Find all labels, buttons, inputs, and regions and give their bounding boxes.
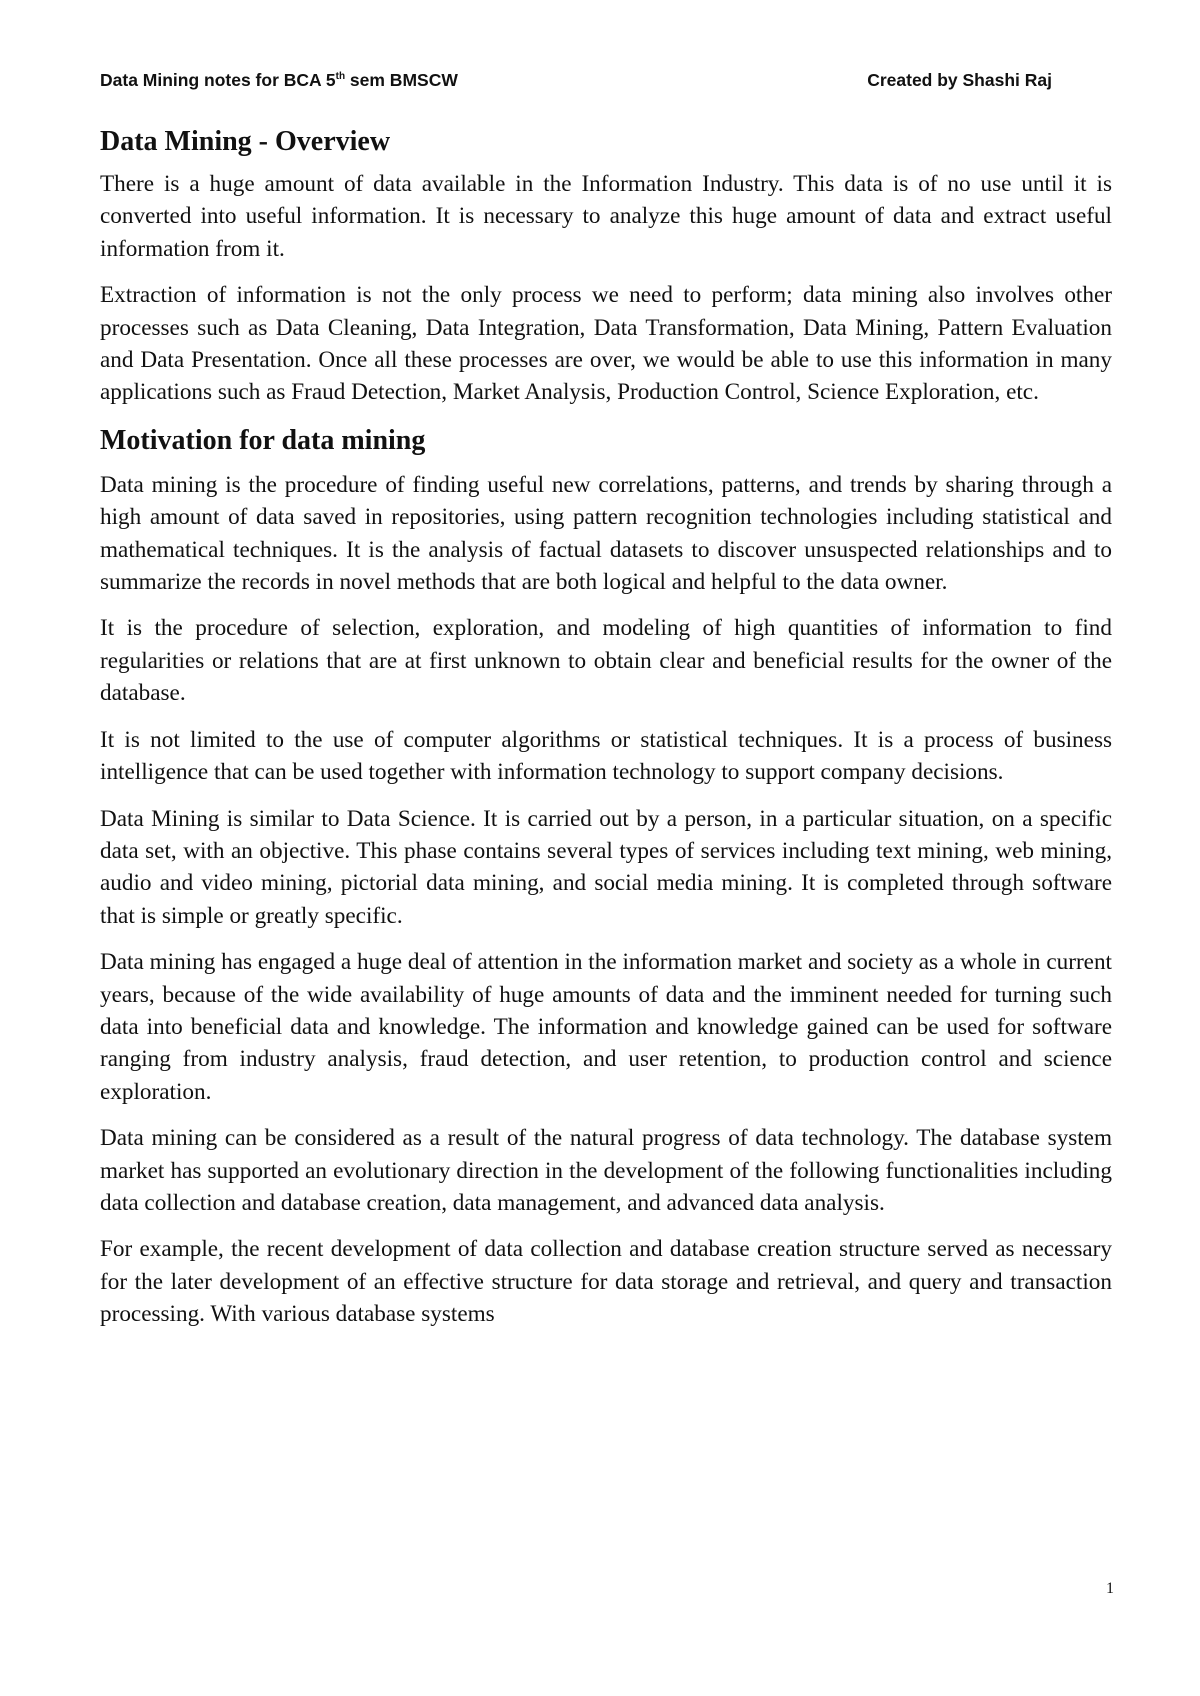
section-heading-overview: Data Mining - Overview [100, 126, 391, 157]
page-number: 1 [1106, 1580, 1114, 1597]
header-course-title [100, 70, 458, 91]
paragraph: Data Mining is similar to Data Science. It is carried out by a person, in a particular situation, on a specific data set, with an objective. This phase contains several types of services including text mining, web mining, audio and video mining, pictorial data mining, and social media mining. It is completed through software that is simple or greatly specific. [100, 805, 1112, 929]
paragraph: For example, the recent development of data collection and database creation structure served as necessary for the later development of an effective structure for data storage and retrieval, and query and transaction processing. With various database systems [100, 1236, 1112, 1328]
paragraph: It is not limited to the use of computer algorithms or statistical techniques. It is a process of business intelligence that can be used together with information technology to support company decisions. [100, 726, 1112, 786]
paragraph: Data mining has engaged a huge deal of attention in the information market and society as a whole in current years, because of the wide availability of huge amounts of data and the imminent needed for turning such data into beneficial data and knowledge. The information and knowledge gained can be used for software ranging from industry analysis, fraud detection, and user retention, to production control and science exploration. [100, 949, 1112, 1105]
paragraph: Data mining can be considered as a result of the natural progress of data technology. The database system market has supported an evolutionary direction in the development of the following functionalities including data collection and database creation, data management, and advanced data analysis. [100, 1125, 1112, 1216]
header-author: Created by Shashi Raj [867, 70, 1052, 90]
header-course-prefix: Data Mining notes for BCA 5 [100, 70, 336, 90]
paragraph: Data mining is the procedure of finding useful new correlations, patterns, and trends by sharing through a high amount of data saved in repositories, using pattern recognition technologies including statistical and mathematical techniques. It is the analysis of factual datasets to discover unsuspected relationships and to summarize the records in novel methods that are both logical and helpful to the data owner. [100, 471, 1112, 596]
header-ordinal-sup: th [335, 71, 346, 82]
paragraph: Extraction of information is not the only process we need to perform; data mining also involves other processes such as Data Cleaning, Data Integration, Data Transformation, Data Mining, Pattern Evaluation and Data Presentation. Once all these processes are over, we would be able to use this information in many applications such as Fraud Detection, Market Analysis, Production Control, Science Exploration, etc. [100, 282, 1112, 406]
section-heading-motivation: Motivation for data mining [100, 424, 426, 456]
paragraph: It is the procedure of selection, exploration, and modeling of high quantities of information to find regularities or relations that are at first unknown to obtain clear and beneficial results for the owner of the database. [100, 615, 1112, 707]
document-body [100, 124, 1112, 1345]
paragraph: There is a huge amount of data available in the Information Industry. This data is of no use until it is converted into useful information. It is necessary to analyze this huge amount of data and extract useful information from it. [100, 171, 1112, 262]
page-header [100, 70, 1052, 94]
header-course-suffix: sem BMSCW [345, 70, 458, 90]
